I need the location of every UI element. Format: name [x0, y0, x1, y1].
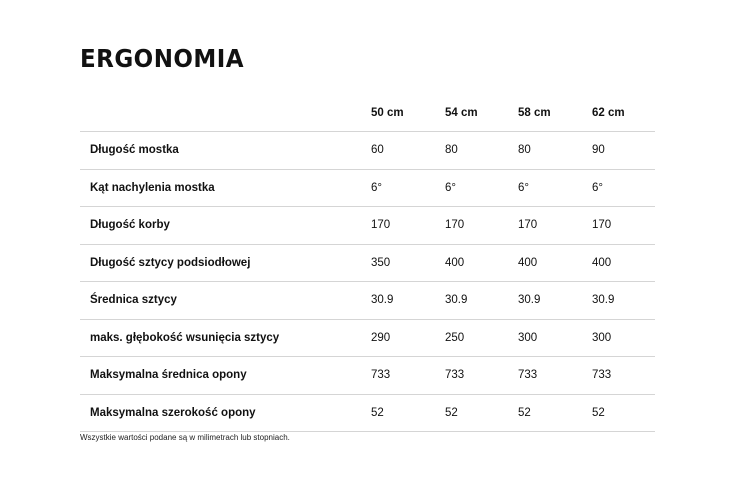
table-cell: 733	[592, 369, 612, 382]
footnote: Wszystkie wartości podane są w milimetrach lub stopniach.	[80, 433, 290, 442]
table-row	[80, 170, 655, 208]
table-cell: 400	[592, 256, 612, 269]
table-cell: 6°	[592, 181, 603, 194]
table-cell: 170	[371, 219, 391, 232]
table-row	[80, 207, 655, 245]
table-cell: 400	[518, 256, 538, 269]
row-label: Kąt nachylenia mostka	[90, 181, 215, 194]
table-row	[80, 245, 655, 283]
row-label: maks. głębokość wsunięcia sztycy	[90, 331, 280, 344]
table-cell: 6°	[518, 181, 529, 194]
table-row	[80, 320, 655, 358]
table-cell: 60	[371, 144, 384, 157]
geometry-table	[80, 95, 655, 432]
table-cell: 52	[445, 406, 458, 419]
table-cell: 290	[371, 331, 391, 344]
table-cell: 80	[518, 144, 531, 157]
row-label: Długość sztycy podsiodłowej	[90, 256, 251, 269]
table-cell: 170	[592, 219, 612, 232]
table-header-row	[80, 95, 655, 132]
table-cell: 52	[371, 406, 384, 419]
page-title: ERGONOMIA	[80, 44, 245, 73]
table-cell: 733	[445, 369, 465, 382]
column-header: 50 cm	[371, 107, 404, 119]
row-label: Długość mostka	[90, 144, 179, 157]
table-cell: 350	[371, 256, 391, 269]
table-cell: 90	[592, 144, 605, 157]
row-label: Średnica sztycy	[90, 294, 177, 307]
table-cell: 52	[592, 406, 605, 419]
column-header: 58 cm	[518, 107, 551, 119]
row-label: Maksymalna szerokość opony	[90, 406, 256, 419]
table-cell: 300	[518, 331, 538, 344]
table-cell: 30.9	[371, 294, 394, 307]
table-row	[80, 282, 655, 320]
table-cell: 30.9	[592, 294, 615, 307]
table-row	[80, 357, 655, 395]
table-cell: 30.9	[518, 294, 541, 307]
table-row	[80, 395, 655, 433]
row-label: Maksymalna średnica opony	[90, 369, 247, 382]
table-cell: 52	[518, 406, 531, 419]
column-header: 62 cm	[592, 107, 625, 119]
table-cell: 733	[371, 369, 391, 382]
table-cell: 6°	[445, 181, 456, 194]
column-header: 54 cm	[445, 107, 478, 119]
table-cell: 300	[592, 331, 612, 344]
table-cell: 170	[518, 219, 538, 232]
table-cell: 80	[445, 144, 458, 157]
table-cell: 30.9	[445, 294, 468, 307]
table-cell: 400	[445, 256, 465, 269]
table-row	[80, 132, 655, 170]
table-cell: 733	[518, 369, 538, 382]
table-cell: 250	[445, 331, 465, 344]
row-label: Długość korby	[90, 219, 170, 232]
table-cell: 6°	[371, 181, 382, 194]
table-cell: 170	[445, 219, 465, 232]
